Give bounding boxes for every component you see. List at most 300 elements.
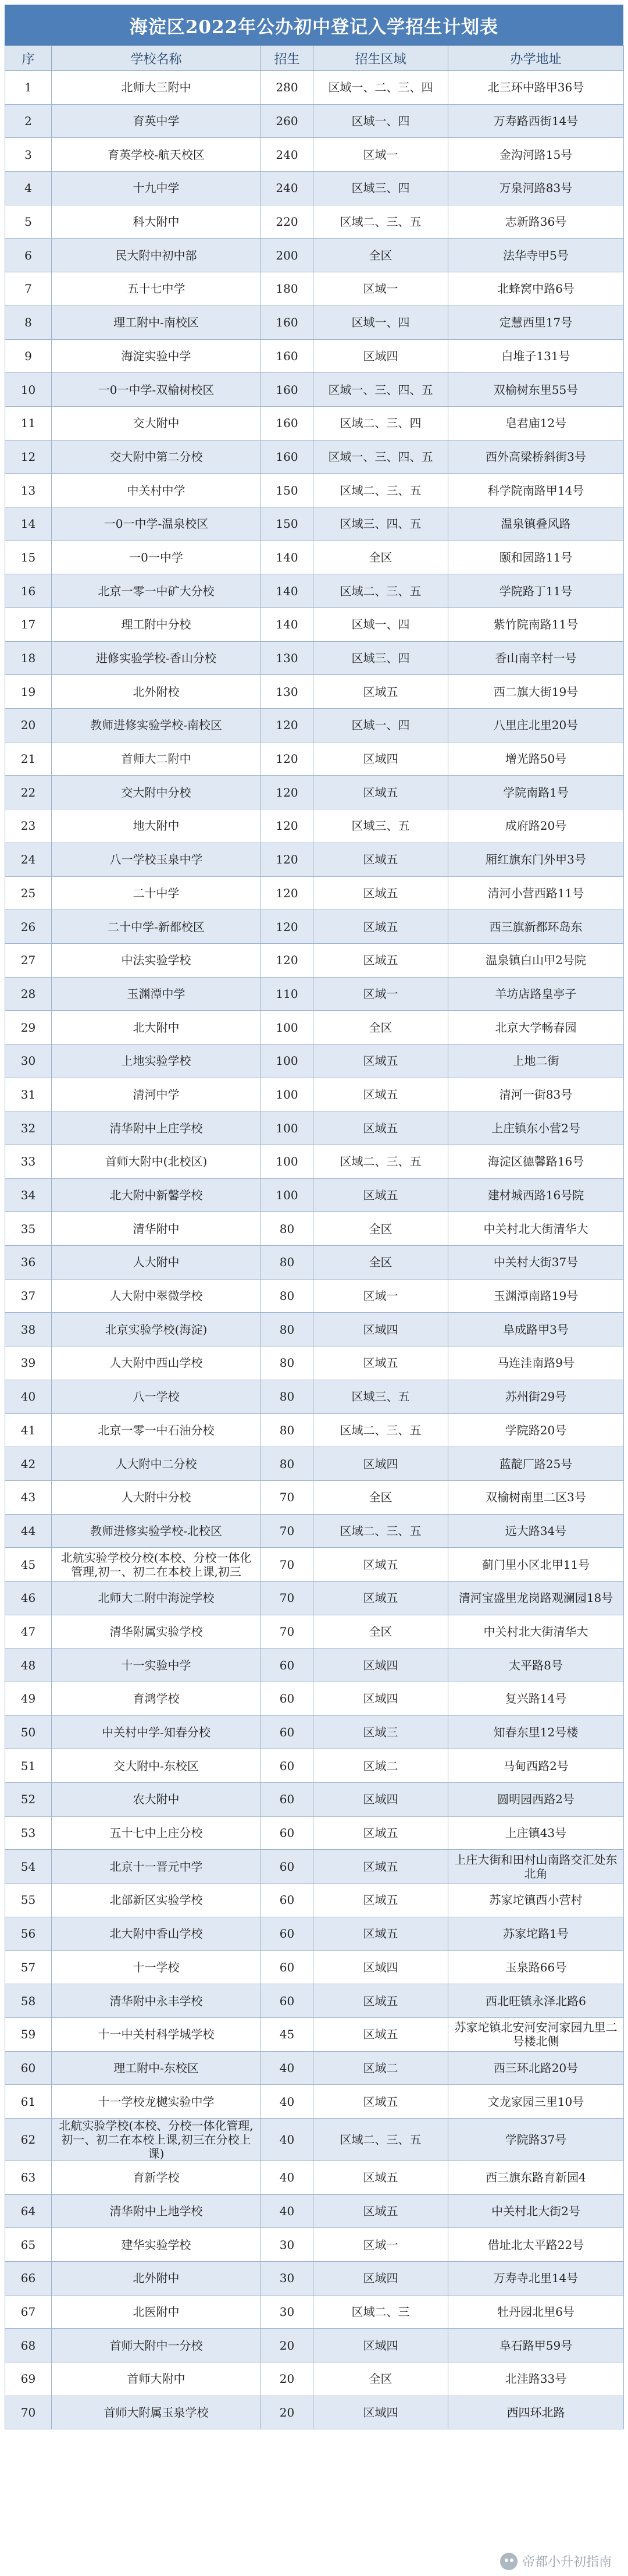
- cell-address: 阜石路甲59号: [448, 2329, 624, 2362]
- cell-no: 70: [5, 2396, 52, 2429]
- cell-quota: 80: [261, 1380, 313, 1413]
- cell-school-name: 清河中学: [52, 1078, 261, 1111]
- cell-area: 区域三、四: [313, 172, 448, 205]
- cell-area: 区域四: [313, 2329, 448, 2362]
- cell-no: 65: [5, 2228, 52, 2262]
- table-row: [5, 1246, 624, 1280]
- cell-school-name: 北外附中: [52, 2262, 261, 2296]
- cell-address: 温泉镇白山甲2号院: [448, 943, 624, 977]
- table-row: [5, 843, 624, 876]
- cell-school-name: 首师大二附中: [52, 742, 261, 776]
- cell-quota: 40: [261, 2085, 313, 2119]
- cell-area: 区域五: [313, 1917, 448, 1950]
- cell-school-name: 建华实验学校: [52, 2228, 261, 2262]
- table-row: [5, 675, 624, 709]
- table-row: [5, 943, 624, 977]
- cell-quota: 30: [261, 2228, 313, 2262]
- cell-school-name: 北部新区实验学校: [52, 1884, 261, 1917]
- cell-no: 24: [5, 843, 52, 876]
- cell-quota: 140: [261, 608, 313, 642]
- table-row: [5, 1615, 624, 1648]
- cell-address: 海淀区德馨路16号: [448, 1145, 624, 1179]
- cell-quota: 120: [261, 776, 313, 809]
- cell-area: 区域四: [313, 1447, 448, 1481]
- cell-address: 上庄镇43号: [448, 1816, 624, 1850]
- table-row: [5, 2161, 624, 2194]
- table-title: 海淀区2022年公办初中登记入学招生计划表: [5, 5, 623, 45]
- cell-address: 学院南路1号: [448, 776, 624, 809]
- cell-area: 区域一、三、四、五: [313, 440, 448, 474]
- cell-school-name: 五十七中上庄分校: [52, 1816, 261, 1850]
- cell-quota: 100: [261, 1011, 313, 1044]
- cell-address: 上庄镇东小营2号: [448, 1111, 624, 1145]
- table-row: [5, 1044, 624, 1078]
- cell-no: 46: [5, 1581, 52, 1615]
- cell-address: 文龙家园三里10号: [448, 2085, 624, 2119]
- table-row: [5, 641, 624, 675]
- cell-school-name: 交大附中第二分校: [52, 440, 261, 474]
- cell-area: 区域一、四: [313, 305, 448, 339]
- cell-school-name: 二十中学: [52, 876, 261, 910]
- cell-school-name: 人大附中西山学校: [52, 1346, 261, 1380]
- cell-no: 51: [5, 1749, 52, 1783]
- cell-area: 全区: [313, 1246, 448, 1280]
- cell-no: 43: [5, 1480, 52, 1514]
- cell-address: 金沟河路15号: [448, 138, 624, 172]
- cell-address: 清河小营西路11号: [448, 876, 624, 910]
- cell-no: 36: [5, 1246, 52, 1280]
- cell-area: 区域一: [313, 272, 448, 306]
- table-row: [5, 742, 624, 776]
- cell-quota: 80: [261, 1346, 313, 1380]
- cell-address: 玉渊潭南路19号: [448, 1279, 624, 1313]
- cell-quota: 100: [261, 1078, 313, 1111]
- cell-area: 区域一、三、四、五: [313, 373, 448, 407]
- cell-school-name: 十一中关村科学城学校: [52, 2017, 261, 2051]
- table-row: [5, 2085, 624, 2119]
- cell-address: 上地二街: [448, 1044, 624, 1078]
- cell-quota: 80: [261, 1246, 313, 1280]
- cell-quota: 150: [261, 474, 313, 507]
- cell-address: 苏州街29号: [448, 1380, 624, 1413]
- cell-quota: 60: [261, 1950, 313, 1984]
- cell-school-name: 人大附中分校: [52, 1480, 261, 1514]
- cell-address: 阜成路甲3号: [448, 1313, 624, 1346]
- cell-no: 7: [5, 272, 52, 306]
- cell-no: 47: [5, 1615, 52, 1648]
- cell-address: 中关村北大街清华大: [448, 1615, 624, 1648]
- cell-area: 区域四: [313, 1682, 448, 1716]
- table-row: [5, 1111, 624, 1145]
- cell-address: 颐和园路11号: [448, 541, 624, 574]
- cell-school-name: 民大附中初中部: [52, 239, 261, 272]
- cell-address: 马甸西路2号: [448, 1749, 624, 1783]
- cell-no: 52: [5, 1783, 52, 1817]
- cell-area: 区域五: [313, 1984, 448, 2018]
- cell-school-name: 清华附中: [52, 1212, 261, 1246]
- cell-quota: 60: [261, 1648, 313, 1682]
- cell-school-name: 北航实验学校分校(本校、分校一体化管理,初一、初二在本校上课,初三: [52, 1548, 261, 1582]
- cell-school-name: 十九中学: [52, 172, 261, 205]
- cell-school-name: 上地实验学校: [52, 1044, 261, 1078]
- cell-quota: 40: [261, 2051, 313, 2085]
- cell-area: 区域二、三、五: [313, 474, 448, 507]
- cell-quota: 60: [261, 1783, 313, 1817]
- cell-area: 区域二、三、五: [313, 1145, 448, 1179]
- cell-area: 区域四: [313, 2396, 448, 2429]
- cell-no: 44: [5, 1514, 52, 1548]
- cell-quota: 160: [261, 373, 313, 407]
- table-row: [5, 2017, 624, 2051]
- cell-quota: 70: [261, 1615, 313, 1648]
- table-row: [5, 1884, 624, 1917]
- table-row: [5, 1581, 624, 1615]
- cell-area: 区域四: [313, 1783, 448, 1817]
- cell-area: 全区: [313, 541, 448, 574]
- cell-no: 6: [5, 239, 52, 272]
- table-row: [5, 910, 624, 944]
- cell-address: 苏家坨镇西小营村: [448, 1884, 624, 1917]
- cell-address: 成府路20号: [448, 809, 624, 843]
- cell-school-name: 玉渊潭中学: [52, 977, 261, 1011]
- cell-school-name: 交大附中分校: [52, 776, 261, 809]
- cell-area: 区域三、五: [313, 1380, 448, 1413]
- header-school-name: 学校名称: [52, 46, 261, 71]
- cell-quota: 120: [261, 843, 313, 876]
- cell-no: 21: [5, 742, 52, 776]
- cell-no: 58: [5, 1984, 52, 2018]
- cell-address: 北京大学畅春园: [448, 1011, 624, 1044]
- table-row: [5, 709, 624, 742]
- cell-no: 56: [5, 1917, 52, 1950]
- cell-no: 59: [5, 2017, 52, 2051]
- table-row: [5, 1447, 624, 1481]
- cell-no: 68: [5, 2329, 52, 2362]
- cell-quota: 30: [261, 2295, 313, 2329]
- table-row: [5, 1984, 624, 2018]
- table-row: [5, 1413, 624, 1447]
- cell-school-name: 首师大附中一分校: [52, 2329, 261, 2362]
- cell-area: 区域五: [313, 776, 448, 809]
- cell-address: 清河宝盛里龙岗路观澜园18号: [448, 1581, 624, 1615]
- cell-address: 学院路37号: [448, 2118, 624, 2161]
- cell-area: 区域二: [313, 1749, 448, 1783]
- table-row: [5, 977, 624, 1011]
- cell-quota: 110: [261, 977, 313, 1011]
- cell-no: 67: [5, 2295, 52, 2329]
- table-row: [5, 1279, 624, 1313]
- cell-quota: 150: [261, 507, 313, 541]
- cell-quota: 60: [261, 1816, 313, 1850]
- cell-quota: 60: [261, 1715, 313, 1749]
- cell-quota: 80: [261, 1212, 313, 1246]
- cell-area: 区域一、四: [313, 608, 448, 642]
- cell-quota: 70: [261, 1514, 313, 1548]
- cell-area: 区域五: [313, 843, 448, 876]
- cell-quota: 80: [261, 1447, 313, 1481]
- cell-no: 48: [5, 1648, 52, 1682]
- cell-no: 18: [5, 641, 52, 675]
- cell-no: 5: [5, 205, 52, 239]
- table-row: [5, 272, 624, 306]
- cell-school-name: 一0一中学-双榆树校区: [52, 373, 261, 407]
- cell-no: 14: [5, 507, 52, 541]
- cell-address: 八里庄北里20号: [448, 709, 624, 742]
- cell-quota: 80: [261, 1279, 313, 1313]
- cell-address: 中关村大街37号: [448, 1246, 624, 1280]
- cell-area: 区域二、三、四: [313, 406, 448, 440]
- cell-school-name: 首师大附属玉泉学校: [52, 2396, 261, 2429]
- cell-area: 区域五: [313, 675, 448, 709]
- cell-quota: 20: [261, 2396, 313, 2429]
- cell-school-name: 北航实验学校(本校、分校一体化管理,初一、初二在本校上课,初三在分校上课): [52, 2118, 261, 2161]
- cell-address: 西二旗大街19号: [448, 675, 624, 709]
- cell-school-name: 海淀实验中学: [52, 339, 261, 373]
- cell-no: 54: [5, 1850, 52, 1884]
- cell-school-name: 清华附属实验学校: [52, 1615, 261, 1648]
- cell-school-name: 八一学校玉泉中学: [52, 843, 261, 876]
- cell-area: 区域四: [313, 1950, 448, 1984]
- table-row: [5, 876, 624, 910]
- cell-no: 15: [5, 541, 52, 574]
- cell-address: 西北旺镇永泽北路6: [448, 1984, 624, 2018]
- table-row: [5, 541, 624, 574]
- cell-quota: 140: [261, 574, 313, 608]
- table-row: [5, 1078, 624, 1111]
- table-row: [5, 776, 624, 809]
- cell-area: 区域四: [313, 339, 448, 373]
- table-row: [5, 339, 624, 373]
- cell-quota: 70: [261, 1581, 313, 1615]
- table-row: [5, 172, 624, 205]
- cell-quota: 30: [261, 2262, 313, 2296]
- cell-area: 区域二、三、五: [313, 1413, 448, 1447]
- cell-quota: 180: [261, 272, 313, 306]
- cell-area: 区域一、四: [313, 104, 448, 138]
- cell-no: 4: [5, 172, 52, 205]
- cell-no: 20: [5, 709, 52, 742]
- table-row: [5, 809, 624, 843]
- cell-address: 科学院南路甲14号: [448, 474, 624, 507]
- cell-quota: 60: [261, 1884, 313, 1917]
- cell-school-name: 五十七中学: [52, 272, 261, 306]
- cell-quota: 100: [261, 1044, 313, 1078]
- cell-area: 区域二、三、五: [313, 205, 448, 239]
- cell-school-name: 中关村中学-知春分校: [52, 1715, 261, 1749]
- table-row: [5, 1313, 624, 1346]
- header-quota: 招生: [261, 46, 313, 71]
- cell-quota: 70: [261, 1548, 313, 1582]
- cell-address: 圆明园西路2号: [448, 1783, 624, 1817]
- cell-no: 33: [5, 1145, 52, 1179]
- cell-area: 区域五: [313, 876, 448, 910]
- table-row: [5, 608, 624, 642]
- cell-address: 厢红旗东门外甲3号: [448, 843, 624, 876]
- cell-area: 区域四: [313, 742, 448, 776]
- cell-quota: 45: [261, 2017, 313, 2051]
- header-enrollment-area: 招生区域: [313, 46, 448, 71]
- cell-school-name: 北京一零一中矿大分校: [52, 574, 261, 608]
- cell-quota: 60: [261, 1917, 313, 1950]
- cell-school-name: 教师进修实验学校-北校区: [52, 1514, 261, 1548]
- cell-area: 全区: [313, 1615, 448, 1648]
- table-row: [5, 1145, 624, 1179]
- cell-no: 35: [5, 1212, 52, 1246]
- cell-address: 双榆树东里55号: [448, 373, 624, 407]
- cell-school-name: 北京十一晋元中学: [52, 1850, 261, 1884]
- cell-school-name: 北大附中新馨学校: [52, 1178, 261, 1212]
- cell-quota: 20: [261, 2362, 313, 2396]
- table-row: [5, 1950, 624, 1984]
- cell-address: 上庄大街和田村山南路交汇处东北角: [448, 1850, 624, 1884]
- cell-area: 区域四: [313, 2262, 448, 2296]
- table-row: [5, 507, 624, 541]
- cell-address: 复兴路14号: [448, 1682, 624, 1716]
- cell-area: 区域五: [313, 1346, 448, 1380]
- cell-quota: 130: [261, 675, 313, 709]
- cell-quota: 260: [261, 104, 313, 138]
- header-no: 序: [5, 46, 52, 71]
- cell-school-name: 中关村中学: [52, 474, 261, 507]
- cell-school-name: 首师大附中(北校区): [52, 1145, 261, 1179]
- cell-no: 62: [5, 2118, 52, 2161]
- cell-area: 区域五: [313, 1178, 448, 1212]
- table-row: [5, 440, 624, 474]
- cell-quota: 100: [261, 1111, 313, 1145]
- cell-area: 区域一、四: [313, 709, 448, 742]
- table-row: [5, 1850, 624, 1884]
- cell-area: 区域五: [313, 1111, 448, 1145]
- cell-quota: 20: [261, 2329, 313, 2362]
- cell-no: 29: [5, 1011, 52, 1044]
- cell-no: 19: [5, 675, 52, 709]
- cell-address: 万寿寺北里14号: [448, 2262, 624, 2296]
- table-row: [5, 1548, 624, 1582]
- table-header-row: [5, 46, 624, 71]
- cell-quota: 70: [261, 1480, 313, 1514]
- cell-address: 中关村北大街2号: [448, 2194, 624, 2228]
- cell-school-name: 进修实验学校-香山分校: [52, 641, 261, 675]
- cell-area: 区域四: [313, 1313, 448, 1346]
- cell-address: 万寿路西街14号: [448, 104, 624, 138]
- table-row: [5, 373, 624, 407]
- cell-area: 区域五: [313, 2085, 448, 2119]
- cell-quota: 220: [261, 205, 313, 239]
- cell-quota: 120: [261, 709, 313, 742]
- cell-no: 49: [5, 1682, 52, 1716]
- cell-no: 12: [5, 440, 52, 474]
- cell-quota: 120: [261, 943, 313, 977]
- cell-school-name: 农大附中: [52, 1783, 261, 1817]
- cell-no: 63: [5, 2161, 52, 2194]
- cell-area: 全区: [313, 1212, 448, 1246]
- table-row: [5, 1783, 624, 1817]
- table-row: [5, 2329, 624, 2362]
- table-row: [5, 104, 624, 138]
- cell-school-name: 教师进修实验学校-南校区: [52, 709, 261, 742]
- cell-address: 香山南辛村一号: [448, 641, 624, 675]
- cell-quota: 60: [261, 1984, 313, 2018]
- cell-address: 白堆子131号: [448, 339, 624, 373]
- cell-no: 28: [5, 977, 52, 1011]
- wechat-icon: [500, 2553, 518, 2570]
- cell-school-name: 地大附中: [52, 809, 261, 843]
- cell-address: 苏家坨镇北安河安河家园九里二号楼北侧: [448, 2017, 624, 2051]
- cell-area: 区域一、二、三、四: [313, 71, 448, 105]
- cell-no: 23: [5, 809, 52, 843]
- table-row: [5, 1917, 624, 1950]
- cell-school-name: 人大附中: [52, 1246, 261, 1280]
- cell-quota: 40: [261, 2194, 313, 2228]
- table-row: [5, 574, 624, 608]
- cell-address: 蓟门里小区北甲11号: [448, 1548, 624, 1582]
- cell-no: 26: [5, 910, 52, 944]
- cell-area: 区域二、三、五: [313, 1514, 448, 1548]
- cell-area: 区域一: [313, 977, 448, 1011]
- cell-no: 11: [5, 406, 52, 440]
- cell-area: 区域四: [313, 1648, 448, 1682]
- cell-address: 学院路20号: [448, 1413, 624, 1447]
- cell-no: 13: [5, 474, 52, 507]
- table-row: [5, 138, 624, 172]
- cell-school-name: 育鸿学校: [52, 1682, 261, 1716]
- cell-school-name: 人大附中翠微学校: [52, 1279, 261, 1313]
- cell-school-name: 人大附中二分校: [52, 1447, 261, 1481]
- cell-address: 北三环中路甲36号: [448, 71, 624, 105]
- table-row: [5, 2228, 624, 2262]
- cell-area: 区域一: [313, 138, 448, 172]
- table-row: [5, 1380, 624, 1413]
- cell-area: 全区: [313, 1011, 448, 1044]
- cell-address: 中关村北大街清华大: [448, 1212, 624, 1246]
- cell-quota: 80: [261, 1313, 313, 1346]
- table-row: [5, 2362, 624, 2396]
- cell-no: 1: [5, 71, 52, 105]
- cell-area: 区域五: [313, 1884, 448, 1917]
- cell-address: 玉泉路66号: [448, 1950, 624, 1984]
- cell-no: 38: [5, 1313, 52, 1346]
- cell-quota: 200: [261, 239, 313, 272]
- cell-area: 区域二、三: [313, 2295, 448, 2329]
- cell-quota: 240: [261, 138, 313, 172]
- cell-area: 区域一: [313, 2228, 448, 2262]
- table-row: [5, 1682, 624, 1716]
- cell-school-name: 二十中学-新都校区: [52, 910, 261, 944]
- table-row: [5, 239, 624, 272]
- cell-no: 9: [5, 339, 52, 373]
- cell-school-name: 八一学校: [52, 1380, 261, 1413]
- table-row: [5, 2295, 624, 2329]
- table-row: [5, 1514, 624, 1548]
- cell-school-name: 北外附校: [52, 675, 261, 709]
- cell-no: 31: [5, 1078, 52, 1111]
- cell-address: 牡丹园北里6号: [448, 2295, 624, 2329]
- cell-address: 太平路8号: [448, 1648, 624, 1682]
- table-row: [5, 2194, 624, 2228]
- table-row: [5, 1212, 624, 1246]
- cell-no: 60: [5, 2051, 52, 2085]
- cell-address: 志新路36号: [448, 205, 624, 239]
- cell-quota: 130: [261, 641, 313, 675]
- cell-area: 区域二、三、五: [313, 2118, 448, 2161]
- cell-no: 30: [5, 1044, 52, 1078]
- cell-school-name: 北京实验学校(海淀): [52, 1313, 261, 1346]
- cell-address: 增光路50号: [448, 742, 624, 776]
- table-row: [5, 1480, 624, 1514]
- cell-school-name: 清华附中上庄学校: [52, 1111, 261, 1145]
- cell-no: 53: [5, 1816, 52, 1850]
- cell-school-name: 十一学校: [52, 1950, 261, 1984]
